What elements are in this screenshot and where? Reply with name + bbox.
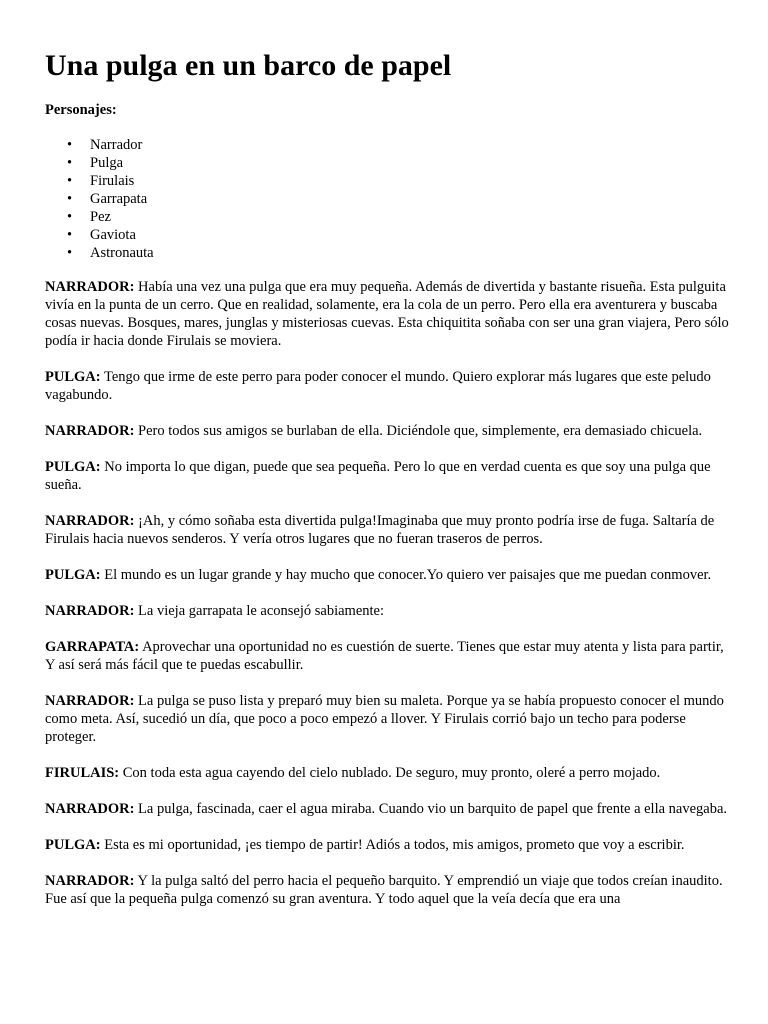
dialogue-paragraph bbox=[45, 872, 735, 908]
speaker-name: NARRADOR: bbox=[45, 801, 135, 817]
bullet-icon: • bbox=[67, 137, 73, 153]
bullet-icon: • bbox=[67, 227, 73, 243]
list-item bbox=[45, 226, 154, 244]
speaker-name: NARRADOR: bbox=[45, 423, 135, 439]
list-item bbox=[45, 208, 154, 226]
list-item bbox=[45, 244, 154, 262]
character-name: Pulga bbox=[90, 155, 124, 171]
dialogue-text: Tengo que irme de este perro para poder conocer el mundo. Quiero explorar más lugares que este peludo vagabundo. bbox=[45, 369, 711, 403]
dialogue-paragraph bbox=[45, 422, 735, 440]
speaker-name: NARRADOR: bbox=[45, 873, 135, 889]
characters-list bbox=[45, 136, 154, 262]
dialogue-text: Esta es mi oportunidad, ¡es tiempo de partir! Adiós a todos, mis amigos, prometo que voy a escribir. bbox=[104, 837, 685, 853]
dialogue-text: La vieja garrapata le aconsejó sabiamente: bbox=[138, 603, 385, 619]
character-name: Garrapata bbox=[90, 191, 148, 207]
bullet-icon: • bbox=[67, 155, 73, 171]
character-name: Pez bbox=[90, 209, 111, 225]
bullet-icon: • bbox=[67, 191, 73, 207]
dialogue-paragraph bbox=[45, 368, 735, 404]
dialogue-paragraph bbox=[45, 566, 735, 584]
character-name: Gaviota bbox=[90, 227, 136, 243]
dialogue-paragraph bbox=[45, 692, 735, 746]
speaker-name: PULGA: bbox=[45, 567, 101, 583]
characters-heading: Personajes: bbox=[45, 102, 117, 118]
dialogue-text: La pulga se puso lista y preparó muy bien su maleta. Porque ya se había propuesto conocer el mundo como meta. Así, sucedió un día, que poco a poco empezó a llover. Y Firulais corrió bajo un techo para poderse proteger. bbox=[45, 693, 724, 745]
dialogue-paragraph bbox=[45, 836, 735, 854]
list-item bbox=[45, 172, 154, 190]
dialogue-text: Pero todos sus amigos se burlaban de ella. Diciéndole que, simplemente, era demasiado chicuela. bbox=[138, 423, 703, 439]
bullet-icon: • bbox=[67, 245, 73, 261]
bullet-icon: • bbox=[67, 209, 73, 225]
list-item bbox=[45, 136, 154, 154]
dialogue-paragraph bbox=[45, 638, 735, 674]
dialogue-paragraph bbox=[45, 512, 735, 548]
speaker-name: NARRADOR: bbox=[45, 279, 135, 295]
dialogue-text: Había una vez una pulga que era muy pequeña. Además de divertida y bastante risueña. Esta pulguita vivía en la punta de un cerro. Que en realidad, solamente, era la cola de un perro. Pero ella era aventurera y buscaba cosas nuevas. Bosques, mares, junglas y misteriosas cuevas. Esta chiquitita soñaba con ser una gran viajera, Pero sólo podía ir hacia donde Firulais se moviera. bbox=[45, 279, 729, 349]
dialogue-text: Con toda esta agua cayendo del cielo nublado. De seguro, muy pronto, oleré a perro mojado. bbox=[122, 765, 661, 781]
speaker-name: NARRADOR: bbox=[45, 603, 135, 619]
character-name: Narrador bbox=[90, 137, 143, 153]
speaker-name: NARRADOR: bbox=[45, 513, 135, 529]
dialogue-paragraph bbox=[45, 278, 735, 350]
speaker-name: NARRADOR: bbox=[45, 693, 135, 709]
list-item bbox=[45, 190, 154, 208]
speaker-name: PULGA: bbox=[45, 837, 101, 853]
speaker-name: PULGA: bbox=[45, 459, 101, 475]
dialogue-text: El mundo es un lugar grande y hay mucho que conocer.Yo quiero ver paisajes que me puedan conmover. bbox=[104, 567, 712, 583]
dialogue-paragraph bbox=[45, 800, 735, 818]
dialogue-text: Aprovechar una oportunidad no es cuestión de suerte. Tienes que estar muy atenta y lista para partir, Y así será más fácil que te puedas escabullir. bbox=[45, 639, 724, 673]
dialogue-text: La pulga, fascinada, caer el agua miraba. Cuando vio un barquito de papel que frente a ella navegaba. bbox=[138, 801, 728, 817]
dialogue-text: Y la pulga saltó del perro hacia el pequeño barquito. Y emprendió un viaje que todos creían inaudito. Fue así que la pequeña pulga comenzó su gran aventura. Y todo aquel que la veía decía que era una bbox=[45, 873, 723, 907]
dialogue-paragraph bbox=[45, 458, 735, 494]
dialogue-section bbox=[45, 278, 735, 926]
document-title: Una pulga en un barco de papel bbox=[45, 49, 452, 82]
list-item bbox=[45, 154, 154, 172]
dialogue-paragraph bbox=[45, 764, 735, 782]
speaker-name: FIRULAIS: bbox=[45, 765, 120, 781]
character-name: Firulais bbox=[90, 173, 135, 189]
dialogue-text: ¡Ah, y cómo soñaba esta divertida pulga!Imaginaba que muy pronto podría irse de fuga. Saltaría de Firulais hacia nuevos senderos. Y vería otros lugares que no fueran traseros de perros. bbox=[45, 513, 715, 547]
character-name: Astronauta bbox=[90, 245, 154, 261]
bullet-icon: • bbox=[67, 173, 73, 189]
speaker-name: GARRAPATA: bbox=[45, 639, 140, 655]
dialogue-text: No importa lo que digan, puede que sea pequeña. Pero lo que en verdad cuenta es que soy una pulga que sueña. bbox=[45, 459, 711, 493]
speaker-name: PULGA: bbox=[45, 369, 101, 385]
dialogue-paragraph bbox=[45, 602, 735, 620]
